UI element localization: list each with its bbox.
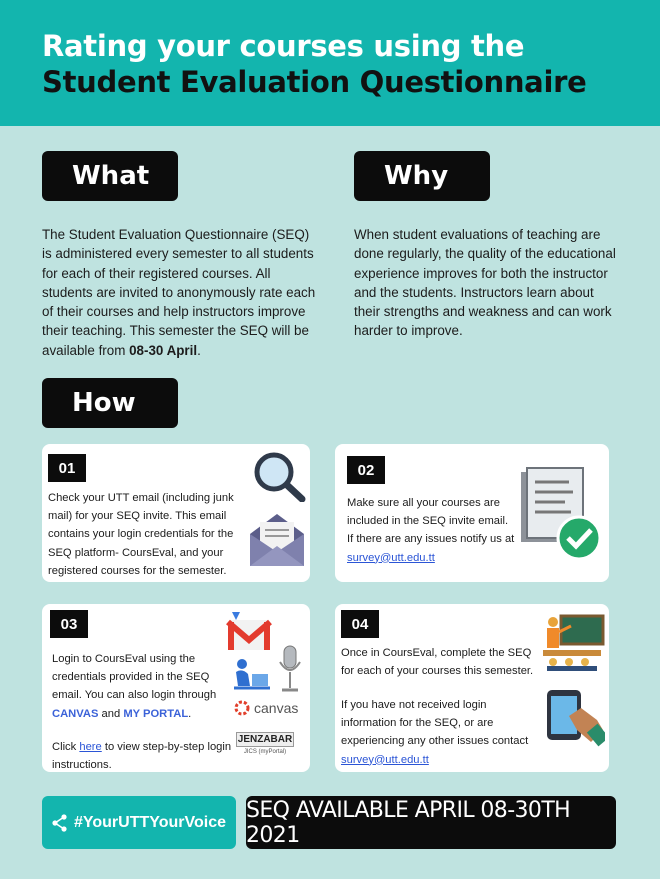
- step-number: 02: [347, 456, 385, 484]
- step-number: 01: [48, 454, 86, 482]
- gmail-icon: [224, 610, 274, 654]
- support-text: If you have not received login information for the SEQ, or are experiencing any other issues contact survey@utt.edu.tt: [341, 699, 529, 766]
- title-line-1: Rating your courses using the: [42, 29, 525, 63]
- how-heading: How: [42, 378, 178, 428]
- computer-user-icon: [232, 656, 272, 692]
- step-card-04: [335, 604, 609, 772]
- what-paragraph: The Student Evaluation Questionnaire (SEQ) is administered every semester to all students for each of their registered courses. All students are invited to anonymously rate each of their courses and help instructors improve their teaching. This semester the SEQ will be available from 08-30 April.: [42, 227, 316, 358]
- canvas-logo-text: canvas: [254, 700, 299, 716]
- what-heading: What: [42, 151, 178, 201]
- envelope-icon: [246, 508, 308, 570]
- step-text: Login to CoursEval using the credentials provided in the SEQ email. You can also login through CANVAS and MY PORTAL.: [52, 653, 217, 720]
- instructions-here-link[interactable]: here: [79, 741, 102, 753]
- header-banner: [0, 0, 660, 126]
- hashtag-text: #YourUTTYourVoice: [74, 813, 227, 831]
- my-portal-link[interactable]: MY PORTAL: [123, 707, 189, 720]
- step-text: Once in CoursEval, complete the SEQ for each of your courses this semester.: [341, 647, 534, 678]
- tablet-icon: [541, 686, 605, 748]
- jenzabar-caption: JICS (myPortal): [243, 749, 287, 755]
- share-icon: [52, 814, 68, 832]
- page-title: [42, 28, 586, 100]
- step-number: 04: [341, 610, 379, 638]
- why-heading: Why: [354, 151, 490, 201]
- microphone-icon: [276, 644, 304, 694]
- hashtag-box[interactable]: [42, 796, 236, 849]
- magnifier-icon: [252, 450, 308, 502]
- step-text: Make sure all your courses are included in the SEQ invite email. If there are any issues notify us at survey@utt.edu.tt: [347, 497, 515, 564]
- title-line-2: Student Evaluation Questionnaire: [42, 65, 587, 99]
- step-number: 03: [50, 610, 88, 638]
- availability-banner: SEQ AVAILABLE APRIL 08-30TH 2021: [246, 796, 616, 849]
- jenzabar-logo-text: JENZABAR: [237, 734, 293, 745]
- step-card-03: [42, 604, 310, 772]
- canvas-link[interactable]: CANVAS: [52, 707, 99, 720]
- step-card-01: [42, 444, 310, 582]
- canvas-logo-icon: [234, 700, 250, 716]
- instructions-text: Click here to view step-by-step login instructions.: [52, 741, 232, 772]
- date-highlight: 08-30 April: [129, 342, 198, 358]
- document-check-icon: [515, 466, 605, 562]
- why-paragraph: When student evaluations of teaching are done regularly, the quality of the educational experience improves for both the instructor and the students. Instructors learn about their strengths and weakness and can work harder to improve.: [354, 227, 616, 339]
- jenzabar-logo: [236, 732, 294, 755]
- survey-email-link[interactable]: survey@utt.edu.tt: [341, 753, 429, 766]
- step-card-02: [335, 444, 609, 582]
- survey-email-link[interactable]: survey@utt.edu.tt: [347, 551, 435, 564]
- step-text: Check your UTT email (including junk mail) for your SEQ invite. This email contains your login credentials for the SEQ platform- CoursEval, and your registered courses for the semester.: [48, 492, 234, 577]
- classroom-icon: [539, 612, 605, 672]
- canvas-logo: [234, 700, 298, 716]
